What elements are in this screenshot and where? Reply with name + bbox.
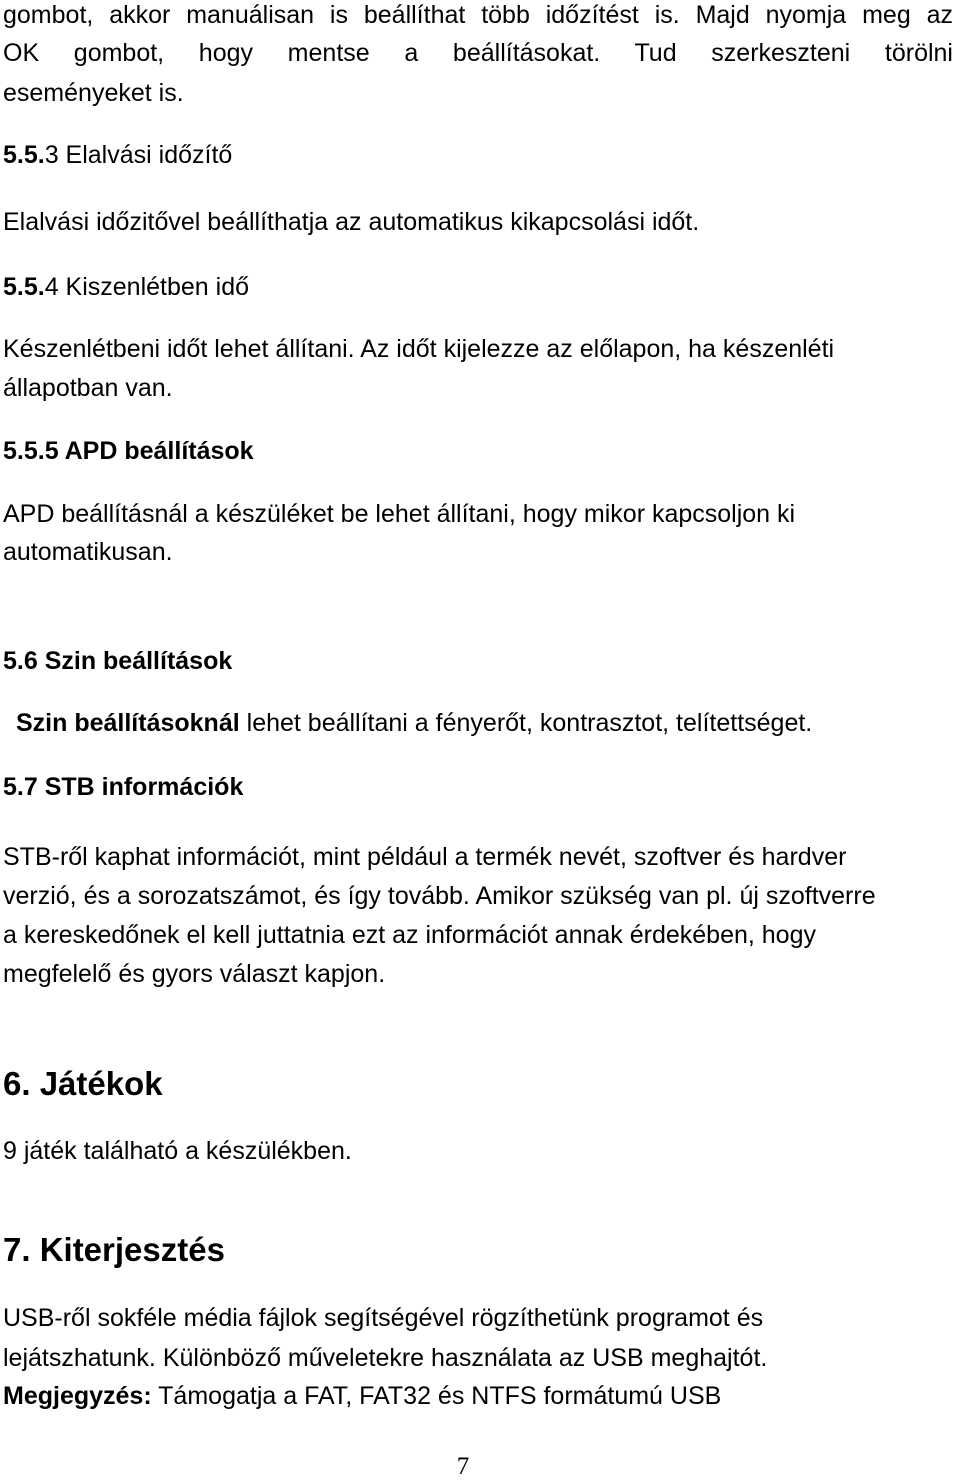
section-5-5-4-body-line-1: Készenlétbeni időt lehet állítani. Az időt kijelezze az előlapon, ha készenléti [3,335,835,363]
section-5-6-body-rest: lehet beállítani a fényerőt, kontrasztot, telítettséget. [239,709,813,737]
section-5-5-4-heading-number: 5.5. [3,273,45,301]
section-5-5-5-body-line-2: automatikusan. [3,538,173,566]
section-5-7-heading: 5.7 STB információk [3,773,244,801]
section-6-heading: 6. Játékok [3,1065,163,1102]
section-5-5-3-heading-number: 5.5. [3,141,45,169]
section-6-body: 9 játék található a készülékben. [3,1137,352,1165]
section-5-5-3-body: Elalvási időzitővel beállíthatja az automatikus kikapcsolási időt. [3,208,700,236]
section-5-6-body-bold: Szin beállításoknál [16,709,240,737]
page-number: 7 [456,1453,470,1480]
section-5-7-body-line-2: verzió, és a sorozatszámot, és így tovább. Amikor szükség van pl. új szoftverre [3,882,876,910]
section-7-note [3,1381,721,1411]
section-7-note-text: Támogatja a FAT, FAT32 és NTFS formátumú USB [151,1382,722,1410]
section-5-7-body-line-3: a kereskedőnek el kell juttatnia ezt az információt annak érdekében, hogy [3,921,816,949]
intro-line-3: eseményeket is. [3,79,184,107]
section-5-5-4-body-line-2: állapotban van. [3,374,173,402]
section-7-body-line-1: USB-ről sokféle média fájlok segítségével rögzíthetünk programot és [3,1304,764,1332]
section-5-6-body [16,708,812,738]
section-5-5-5-heading: 5.5.5 APD beállítások [3,437,254,465]
section-5-6-heading: 5.6 Szin beállítások [3,647,233,675]
section-5-5-3-heading [3,140,232,170]
section-5-7-body-line-4: megfelelő és gyors választ kapjon. [3,960,386,988]
intro-line-1: gombot, akkor manuálisan is beállíthat több időzítést is. Majd nyomja meg az [3,1,953,29]
section-7-note-label: Megjegyzés: [3,1382,152,1410]
section-5-5-3-heading-text: 3 Elalvási időzítő [44,141,233,169]
section-5-5-5-body-line-1: APD beállításnál a készüléket be lehet állítani, hogy mikor kapcsoljon ki [3,500,796,528]
intro-line-2: OK gombot, hogy mentse a beállításokat. Tud szerkeszteni törölni [3,39,953,67]
section-7-body-line-2: lejátszhatunk. Különböző műveletekre használata az USB meghajtót. [3,1344,768,1372]
section-5-7-body-line-1: STB-ről kaphat információt, mint például a termék nevét, szoftver és hardver [3,843,847,871]
section-7-heading: 7. Kiterjesztés [3,1231,225,1268]
section-5-5-4-heading-text: 4 Kiszenlétben idő [44,273,250,301]
section-5-5-4-heading [3,272,249,302]
